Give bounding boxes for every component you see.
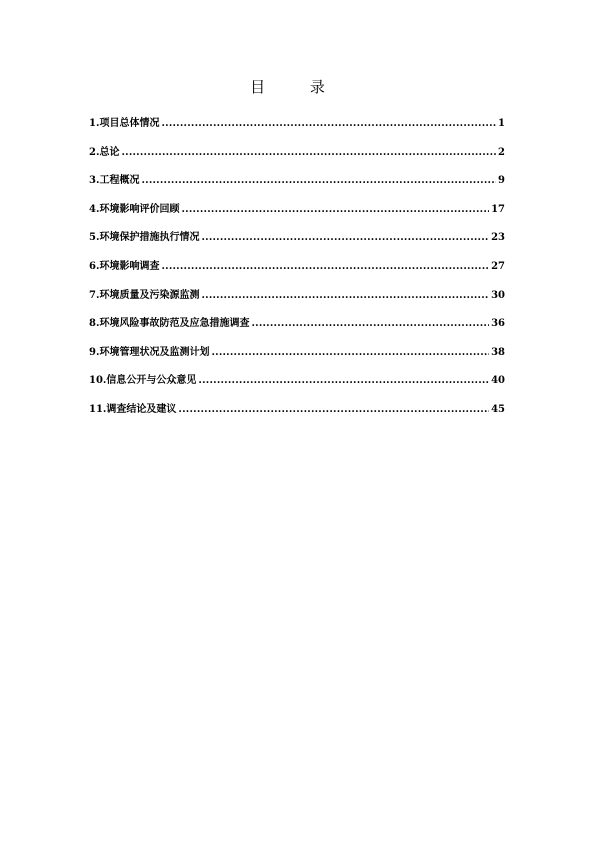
toc-entry[interactable] — [89, 316, 505, 345]
toc-entry-label: 1.项目总体情况 — [89, 118, 160, 129]
toc-entry-label: 11.调查结论及建议 — [89, 403, 177, 415]
toc-entry-page: 30 — [491, 289, 505, 301]
toc-entry-page: 45 — [491, 403, 505, 415]
toc-entry-label: 8.环境风险事故防范及应急措施调查 — [89, 318, 250, 330]
toc-dot-leader — [178, 402, 489, 418]
toc-entry-label: 2.总论 — [89, 146, 120, 158]
table-of-contents — [89, 116, 505, 431]
toc-entry[interactable] — [89, 259, 505, 288]
toc-entry[interactable] — [89, 145, 505, 174]
toc-entry[interactable] — [89, 230, 505, 259]
toc-entry-label: 6.环境影响调查 — [89, 260, 160, 272]
toc-dot-leader — [251, 316, 489, 332]
toc-entry-page: 27 — [491, 260, 505, 272]
toc-entry-page: 38 — [491, 346, 505, 358]
toc-dot-leader — [121, 145, 496, 161]
toc-entry-page: 1 — [498, 118, 505, 129]
toc-entry-page: 9 — [498, 175, 505, 187]
page-title: 目 录 — [250, 78, 345, 96]
toc-entry[interactable] — [89, 173, 505, 202]
toc-dot-leader — [201, 288, 489, 304]
toc-dot-leader — [161, 116, 496, 132]
toc-entry-page: 2 — [498, 146, 505, 158]
toc-entry[interactable] — [89, 345, 505, 374]
toc-entry[interactable] — [89, 402, 505, 431]
toc-entry-page: 23 — [491, 232, 505, 244]
toc-dot-leader — [181, 202, 489, 218]
toc-dot-leader — [198, 373, 489, 389]
toc-entry[interactable] — [89, 202, 505, 231]
toc-dot-leader — [161, 259, 489, 275]
toc-entry[interactable] — [89, 373, 505, 402]
toc-dot-leader — [211, 345, 489, 361]
toc-dot-leader — [201, 230, 489, 246]
toc-entry-label: 3.工程概况 — [89, 175, 140, 187]
toc-entry-label: 9.环境管理状况及监测计划 — [89, 346, 210, 358]
toc-entry-page: 17 — [491, 203, 505, 215]
toc-entry-page: 36 — [491, 318, 505, 330]
toc-entry-label: 10.信息公开与公众意见 — [89, 375, 197, 387]
toc-dot-leader — [141, 173, 496, 189]
toc-entry[interactable] — [89, 288, 505, 317]
toc-entry-label: 4.环境影响评价回顾 — [89, 203, 180, 215]
toc-entry-label: 5.环境保护措施执行情况 — [89, 232, 200, 244]
toc-entry[interactable] — [89, 116, 505, 145]
toc-entry-page: 40 — [491, 375, 505, 387]
toc-entry-label: 7.环境质量及污染源监测 — [89, 289, 200, 301]
